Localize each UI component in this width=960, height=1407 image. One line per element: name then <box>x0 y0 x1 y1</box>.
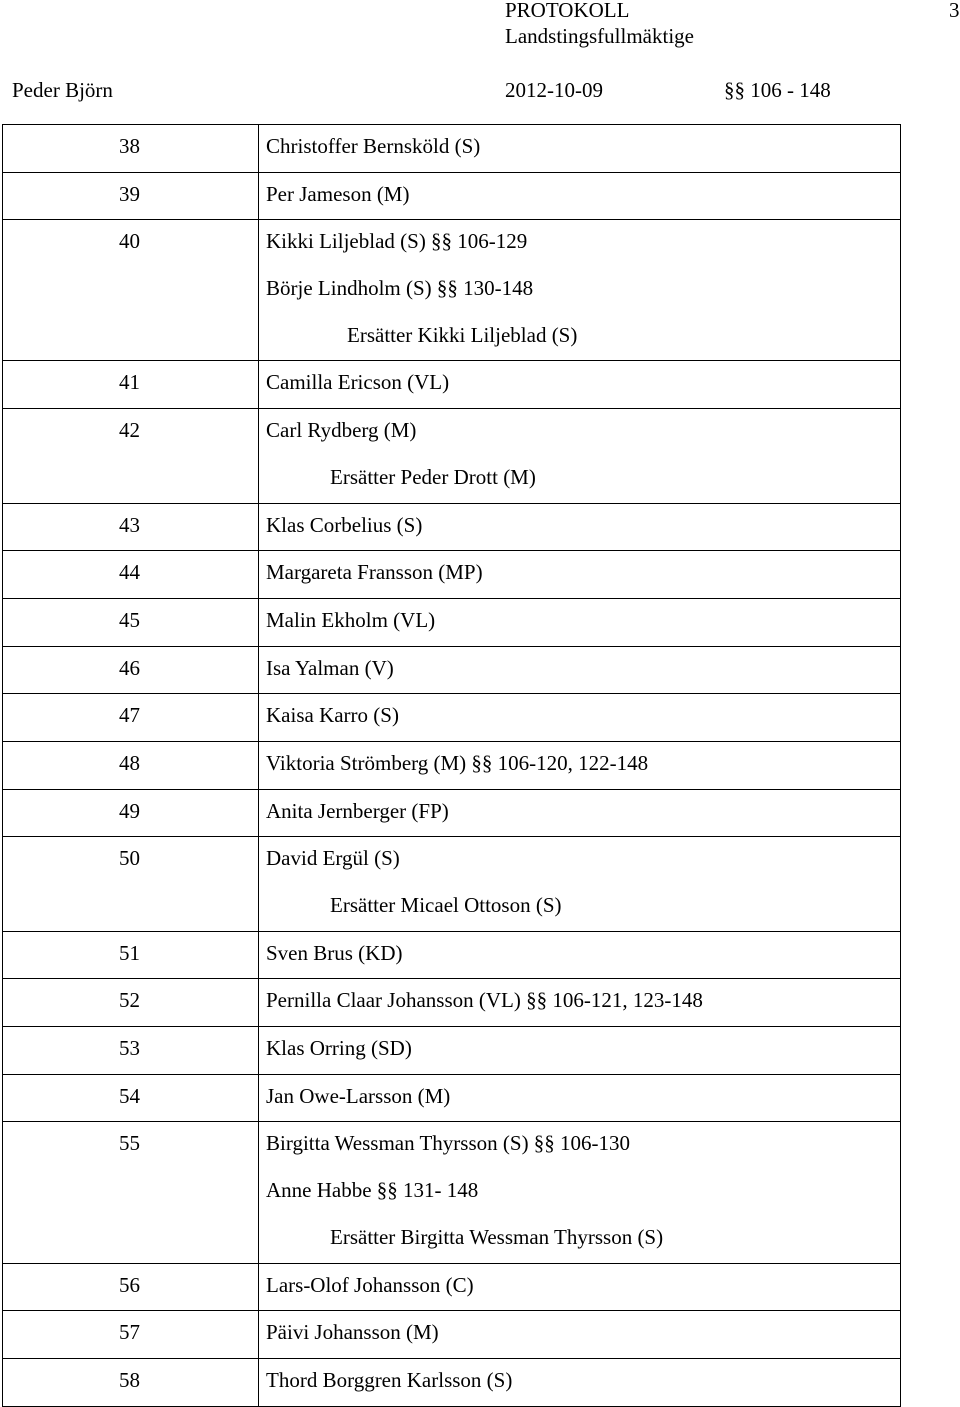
table-row <box>3 1122 900 1263</box>
signatory-name: Peder Björn <box>12 78 113 102</box>
member-name: Christoffer Bernsköld (S) <box>266 134 481 158</box>
table-row <box>3 1264 900 1312</box>
table-row <box>3 979 900 1027</box>
member-name: Margareta Fransson (MP) <box>266 560 483 585</box>
member-name: Kaisa Karro (S) <box>266 703 399 728</box>
table-row <box>3 1027 900 1075</box>
seat-number: 39 <box>119 181 140 206</box>
seat-number: 52 <box>119 988 140 1013</box>
member-name: Lars-Olof Johansson (C) <box>266 1272 474 1297</box>
substitute-note: Ersätter Birgitta Wessman Thyrsson (S) <box>330 1224 664 1249</box>
seat-number: 54 <box>119 1083 140 1108</box>
seat-number: 58 <box>119 1367 140 1392</box>
body-name: Landstingsfullmäktige <box>505 24 694 48</box>
item-range: §§ 106 - 148 <box>724 78 831 102</box>
table-row <box>3 173 900 221</box>
table-row <box>3 1311 900 1359</box>
member-name: Jan Owe-Larsson (M) <box>266 1083 451 1108</box>
page-number: 3 <box>949 0 960 22</box>
attendance-table <box>2 124 901 1407</box>
table-row <box>3 742 900 790</box>
member-name: Isa Yalman (V) <box>266 655 394 680</box>
table-row <box>3 125 900 173</box>
substitute-note: Ersätter Kikki Liljeblad (S) <box>347 322 578 347</box>
substitute-note: Ersätter Micael Ottoson (S) <box>330 893 562 917</box>
table-row <box>3 790 900 838</box>
member-name: Viktoria Strömberg (M) §§ 106-120, 122-148 <box>266 750 649 775</box>
table-row <box>3 361 900 409</box>
member-name: Sven Brus (KD) <box>266 940 403 965</box>
seat-number: 56 <box>119 1272 140 1297</box>
member-name: Thord Borggren Karlsson (S) <box>266 1367 513 1392</box>
member-name: Börje Lindholm (S) §§ 130-148 <box>266 276 534 301</box>
member-name: Malin Ekholm (VL) <box>266 607 436 632</box>
seat-number: 43 <box>119 512 140 537</box>
substitute-note: Ersätter Peder Drott (M) <box>330 464 536 489</box>
document-title: PROTOKOLL <box>505 0 630 22</box>
member-name: Per Jameson (M) <box>266 181 410 206</box>
seat-number: 41 <box>119 370 140 395</box>
table-row <box>3 1359 900 1407</box>
meeting-date: 2012-10-09 <box>505 78 603 102</box>
seat-number: 45 <box>119 607 140 632</box>
seat-number: 55 <box>119 1131 140 1156</box>
seat-number: 57 <box>119 1320 140 1345</box>
table-row <box>3 1075 900 1123</box>
table-row <box>3 409 900 503</box>
seat-number: 49 <box>119 798 140 823</box>
member-name: David Ergül (S) <box>266 846 400 871</box>
seat-number: 51 <box>119 940 140 965</box>
seat-number: 42 <box>119 418 140 443</box>
member-name: Camilla Ericson (VL) <box>266 370 450 395</box>
member-name: Carl Rydberg (M) <box>266 418 417 443</box>
member-name: Birgitta Wessman Thyrsson (S) §§ 106-130 <box>266 1131 631 1156</box>
member-name: Klas Orring (SD) <box>266 1036 412 1061</box>
table-row <box>3 647 900 695</box>
table-row <box>3 837 900 931</box>
table-row <box>3 220 900 361</box>
table-row <box>3 551 900 599</box>
seat-number: 44 <box>119 560 140 585</box>
table-row <box>3 599 900 647</box>
seat-number: 48 <box>119 750 140 775</box>
table-row <box>3 504 900 552</box>
member-name: Anne Habbe §§ 131- 148 <box>266 1178 479 1203</box>
table-row <box>3 694 900 742</box>
member-name: Klas Corbelius (S) <box>266 512 423 537</box>
seat-number: 53 <box>119 1036 140 1061</box>
seat-number: 46 <box>119 655 140 680</box>
member-name: Anita Jernberger (FP) <box>266 798 449 823</box>
seat-number: 50 <box>119 846 140 871</box>
table-row <box>3 932 900 980</box>
member-name: Päivi Johansson (M) <box>266 1320 439 1345</box>
seat-number: 47 <box>119 703 140 728</box>
seat-number: 38 <box>119 134 140 158</box>
seat-number: 40 <box>119 229 140 254</box>
member-name: Kikki Liljeblad (S) §§ 106-129 <box>266 229 528 254</box>
member-name: Pernilla Claar Johansson (VL) §§ 106-121, 123-148 <box>266 988 703 1013</box>
